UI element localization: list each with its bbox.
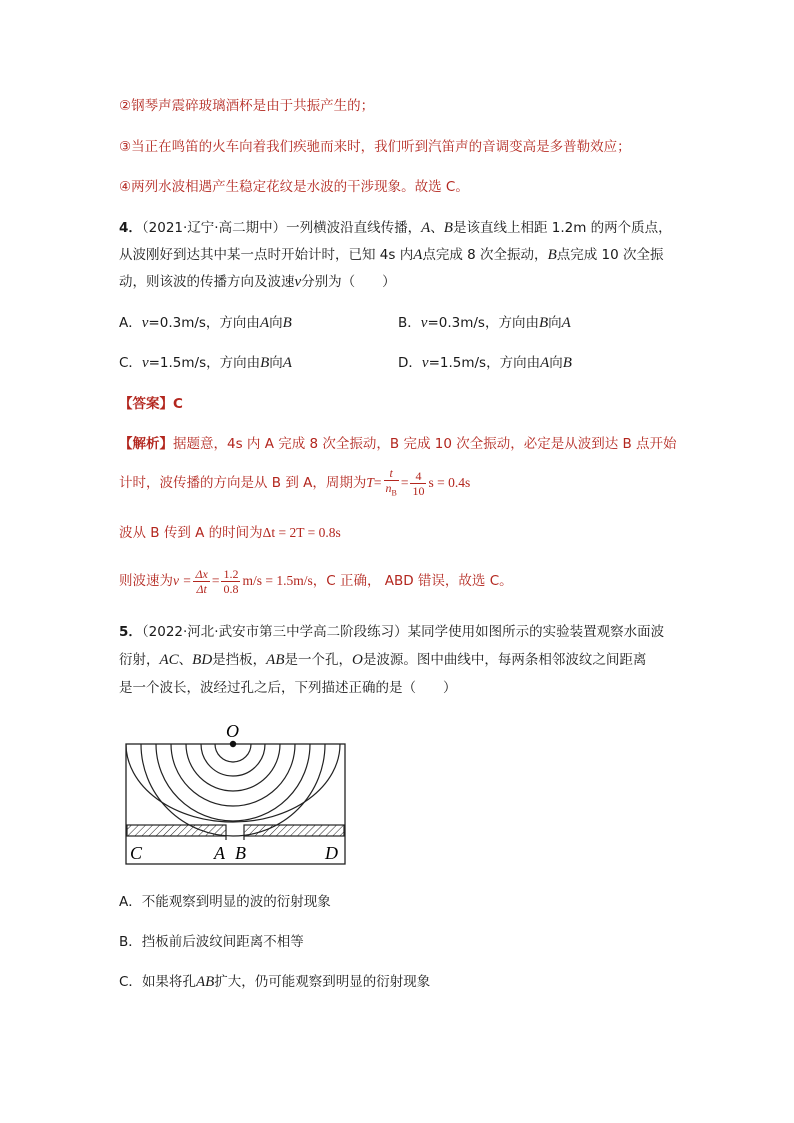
q5-line-3 [119, 678, 457, 698]
formula-dt: Δt = 2T = 0.8s [262, 525, 341, 540]
point: A [259, 315, 270, 331]
var-v: v [141, 315, 149, 331]
wave-diffraction-figure [118, 718, 354, 866]
formula-T: T [366, 475, 374, 491]
point: A [540, 355, 550, 371]
label-c: C [130, 843, 143, 863]
fraction-4-over-10 [410, 469, 426, 498]
item-3: ③当正在鸣笛的火车向着我们疾驰而来时，我们听到汽笛声的音调变高是多普勒效应； [119, 139, 631, 155]
q4-text: 是该直线上相距 1.2m 的两个质点， [452, 220, 672, 236]
q4-analysis-2 [119, 466, 470, 500]
fraction-1.2-over-0.8 [221, 567, 240, 596]
formula-result: m/s = 1.5m/s [242, 573, 313, 588]
point: B [538, 315, 549, 331]
q4-option-a[interactable] [119, 313, 292, 333]
q4-analysis-4 [119, 566, 513, 596]
var-o: O [352, 652, 363, 668]
analysis-text: 则波速为 [119, 573, 173, 589]
analysis-text: 波从 B 传到 A 的时间为 [119, 525, 263, 541]
option-text: 挡板前后波纹间距离不相等 [141, 934, 304, 950]
point-b: B [547, 247, 557, 263]
option-text: 向 [269, 355, 283, 371]
formula-eq: = [400, 475, 409, 491]
point-a: A [421, 220, 431, 236]
q5-line-2 [119, 650, 646, 670]
q4-option-c[interactable] [119, 353, 292, 373]
option-label: B． [398, 315, 421, 331]
q5-text: 是波源。图中曲线中，每两条相邻波纹之间距离 [362, 652, 647, 668]
label-b: B [235, 843, 246, 863]
barrier-ac [127, 825, 226, 836]
q5-source: （2022·河北·武安市第三中学高二阶段练习） [141, 624, 408, 640]
q5-option-a[interactable] [119, 892, 331, 912]
option-text: =1.5m/s，方向由 [148, 355, 261, 371]
frac-den: Δt [196, 581, 207, 596]
q4-line-3 [119, 272, 396, 292]
answer-value: C [173, 396, 183, 412]
point: A [282, 355, 292, 371]
option-text: =0.3m/s，方向由 [148, 315, 260, 331]
option-text: 向 [548, 315, 562, 331]
formula-result: s = 0.4s [428, 475, 471, 491]
q5-line-1 [119, 622, 664, 642]
analysis-text: 计时，波传播的方向是从 B 到 A，周期为 [119, 475, 367, 492]
option-text: 不能观察到明显的波的衍射现象 [141, 894, 331, 910]
item-4: ④两列水波相遇产生稳定花纹是水波的干涉现象。故选 C。 [119, 179, 469, 195]
point-b: B [443, 220, 453, 236]
label-o: O [226, 721, 239, 741]
var-ab: AB [195, 974, 215, 990]
q5-number: 5． [119, 624, 142, 640]
formula-eq: = [373, 475, 382, 491]
wave-source-dot [230, 741, 236, 747]
formula-eq: = [211, 573, 220, 588]
point: B [282, 315, 292, 331]
formula-v: v = [173, 573, 192, 588]
var-v: v [420, 315, 428, 331]
frac-num: t [384, 466, 399, 481]
analysis-tag: 【解析】 [119, 436, 173, 452]
option-text: 扩大，仍可能观察到明显的衍射现象 [214, 974, 431, 990]
option-text: 向 [549, 355, 563, 371]
q4-text: 一列横波沿直线传播， [286, 220, 422, 236]
frac-sub: B [391, 488, 397, 498]
option-text: 向 [269, 315, 283, 331]
var-ab: AB [266, 652, 285, 668]
q4-line-1 [119, 218, 672, 238]
point-a: A [413, 247, 423, 263]
option-label: B． [119, 934, 142, 950]
q5-option-b[interactable] [119, 932, 304, 952]
q5-text: 衍射， [119, 652, 160, 668]
q4-number: 4． [119, 220, 142, 236]
analysis-text: ，C 正确， ABD 错误，故选 C。 [312, 573, 513, 589]
frac-den: n [385, 481, 392, 495]
q5-text: 是挡板， [212, 652, 267, 668]
option-label: D． [398, 355, 422, 371]
q4-text: 从波刚好到达其中某一点时开始计时，已知 4s 内 [119, 247, 414, 263]
var-bd: BD [192, 652, 213, 668]
frac-den: 10 [412, 483, 425, 498]
q4-text: 动，则该波的传播方向及波速 [119, 274, 295, 290]
q4-option-b[interactable] [398, 313, 571, 333]
frac-num: 1.2 [223, 566, 239, 581]
q5-text: 、 [178, 652, 193, 668]
option-label: C． [119, 355, 142, 371]
label-a: A [214, 843, 225, 863]
q4-text: 点完成 10 次全振 [556, 247, 664, 263]
q5-text: 某同学使用如图所示的实验装置观察水面波 [407, 624, 665, 640]
frac-num: Δx [195, 566, 208, 581]
q4-text: 点完成 8 次全振动， [422, 247, 548, 263]
point: A [561, 315, 571, 331]
var-v: v [421, 355, 429, 371]
answer-tag: 【答案】 [119, 396, 173, 412]
q5-option-c[interactable] [119, 972, 430, 992]
barrier-bd [244, 825, 344, 836]
var-v: v [294, 274, 302, 290]
q4-answer [119, 394, 183, 414]
option-text: =1.5m/s，方向由 [428, 355, 541, 371]
frac-den: 0.8 [223, 581, 239, 596]
fraction-t-over-n [384, 466, 399, 500]
q4-option-d[interactable] [398, 353, 572, 373]
fraction-dx-over-dt [193, 567, 209, 596]
q4-source: （2021·辽宁·高二期中） [141, 220, 287, 236]
option-label: C． [119, 974, 142, 990]
sep: 、 [430, 220, 444, 236]
option-label: A． [119, 315, 142, 331]
q4-analysis-3 [119, 523, 341, 543]
option-label: A． [119, 894, 142, 910]
q4-analysis-1 [119, 434, 677, 454]
q5-text: 是一个波长，波经过孔之后，下列描述正确的是（ ） [119, 680, 457, 696]
q5-text: 是一个孔， [284, 652, 352, 668]
analysis-text: 据题意，4s 内 A 完成 8 次全振动，B 完成 10 次全振动，必定是从波到达 B 点开始 [173, 436, 677, 452]
label-d: D [325, 843, 338, 863]
option-text: 如果将孔 [141, 974, 196, 990]
frac-num: 4 [410, 469, 426, 484]
option-text: =0.3m/s，方向由 [427, 315, 539, 331]
q4-line-2 [119, 245, 664, 265]
item-2: ②钢琴声震碎玻璃酒杯是由于共振产生的； [119, 98, 375, 114]
q4-text: 分别为（ ） [301, 274, 396, 290]
wave-fronts [126, 744, 340, 836]
point: B [260, 355, 270, 371]
var-v: v [141, 355, 149, 371]
var-ac: AC [159, 652, 179, 668]
point: B [562, 355, 572, 371]
